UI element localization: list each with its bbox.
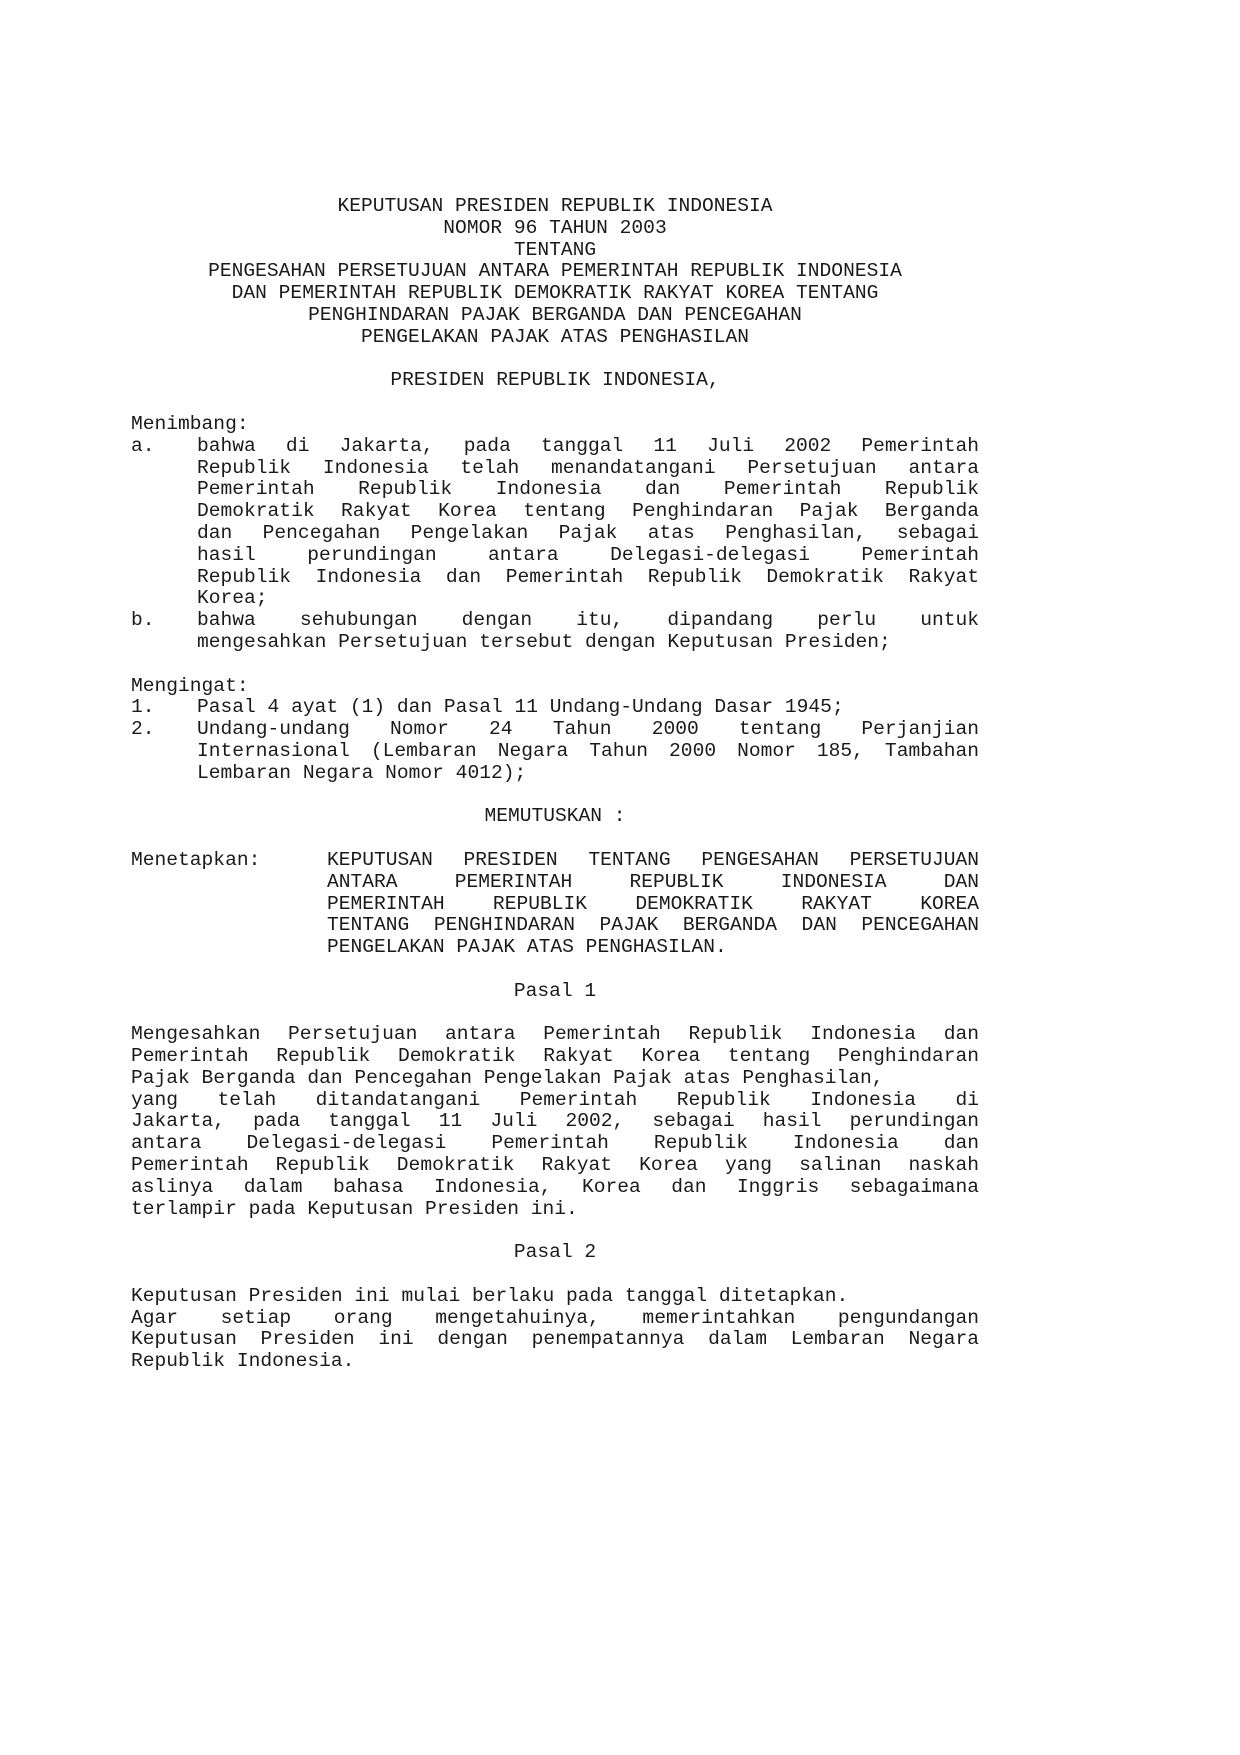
menimbang-section	[131, 414, 979, 654]
item-text-line: mengesahkan Persetujuan tersebut dengan Keputusan Presiden;	[197, 630, 891, 653]
item-text-line: Republik Indonesia telah menandatangani Persetujuan antara	[197, 457, 979, 479]
item-text-line: Pemerintah Republik Indonesia dan Pemerintah Republik	[197, 479, 979, 501]
item-text-line: Internasional (Lembaran Negara Tahun 2000 Nomor 185, Tambahan	[197, 740, 979, 762]
subject-line: PENGELAKAN PAJAK ATAS PENGHASILAN	[360, 325, 750, 348]
pasal-text-line: antara Delegasi-delegasi Pemerintah Republik Indonesia dan	[131, 1133, 979, 1155]
subject-line: DAN PEMERINTAH REPUBLIK DEMOKRATIK RAKYAT KOREA TENTANG	[231, 282, 879, 305]
document-page	[131, 196, 979, 1373]
item-marker: 1.	[131, 696, 155, 719]
mengingat-item	[131, 697, 979, 719]
pasal-text-line: terlampir pada Keputusan Presiden ini.	[131, 1197, 578, 1220]
pasal-2-heading: Pasal 2	[513, 1241, 597, 1264]
item-text-line: dan Pencegahan Pengelakan Pajak atas Penghasilan, sebagai	[197, 522, 979, 544]
item-text-line: Republik Indonesia dan Pemerintah Republik Demokratik Rakyat	[197, 566, 979, 588]
item-text-line: Undang-undang Nomor 24 Tahun 2000 tentang Perjanjian	[197, 719, 979, 741]
item-text-line: Pasal 4 ayat (1) dan Pasal 11 Undang-Undang Dasar 1945;	[197, 696, 844, 719]
item-text-line: bahwa di Jakarta, pada tanggal 11 Juli 2002 Pemerintah	[197, 435, 979, 457]
pasal-text-line: Keputusan Presiden ini mulai berlaku pada tanggal ditetapkan.	[131, 1284, 849, 1307]
memutuskan-heading: MEMUTUSKAN :	[484, 805, 626, 828]
pasal-1-heading: Pasal 1	[513, 979, 597, 1002]
menetapkan-text-line: PENGELAKAN PAJAK ATAS PENGHASILAN.	[327, 936, 727, 959]
pasal-1-body	[131, 1024, 979, 1220]
title-line: KEPUTUSAN PRESIDEN REPUBLIK INDONESIA	[337, 195, 773, 217]
pasal-text-line: Keputusan Presiden ini dengan penempatannya dalam Lembaran Negara	[131, 1329, 979, 1351]
pasal-text-line: Pajak Berganda dan Pencegahan Pengelakan Pajak atas Penghasilan,	[131, 1066, 884, 1089]
item-marker: 2.	[131, 718, 155, 741]
menetapkan-section	[131, 850, 979, 959]
pasal-text-line: Agar setiap orang mengetahuinya, memerintahkan pengundangan	[131, 1307, 979, 1329]
menetapkan-text-line: ANTARA PEMERINTAH REPUBLIK INDONESIA DAN	[327, 871, 979, 893]
menetapkan-text-line: PEMERINTAH REPUBLIK DEMOKRATIK RAKYAT KOREA	[327, 893, 979, 915]
menetapkan-text-line: TENTANG PENGHINDARAN PAJAK BERGANDA DAN PENCEGAHAN	[327, 915, 979, 937]
item-text-line: bahwa sehubungan dengan itu, dipandang perlu untuk	[197, 610, 979, 632]
menetapkan-label: Menetapkan:	[131, 848, 261, 871]
mengingat-section	[131, 676, 979, 785]
decree-number: NOMOR 96 TAHUN 2003	[443, 216, 667, 239]
menimbang-item	[131, 610, 979, 654]
document-title-block	[131, 196, 979, 349]
item-text-line: Korea;	[197, 587, 268, 610]
menimbang-item	[131, 436, 979, 610]
item-text-line: hasil perundingan antara Delegasi-delegasi Pemerintah	[197, 544, 979, 566]
mengingat-label: Mengingat:	[131, 674, 249, 697]
pasal-text-line: Pemerintah Republik Demokratik Rakyat Korea tentang Penghindaran	[131, 1046, 979, 1068]
pasal-text-line: Mengesahkan Persetujuan antara Pemerintah Republik Indonesia dan	[131, 1024, 979, 1046]
menimbang-label: Menimbang:	[131, 412, 249, 435]
item-marker: b.	[131, 609, 155, 632]
item-text-line: Lembaran Negara Nomor 4012);	[197, 761, 527, 784]
pasal-text-line: Pemerintah Republik Demokratik Rakyat Korea yang salinan naskah	[131, 1155, 979, 1177]
mengingat-item	[131, 719, 979, 784]
item-text-line: Demokratik Rakyat Korea tentang Penghindaran Pajak Berganda	[197, 501, 979, 523]
pasal-text-line: aslinya dalam bahasa Indonesia, Korea dan Inggris sebagaimana	[131, 1176, 979, 1198]
president-heading: PRESIDEN REPUBLIK INDONESIA,	[390, 369, 720, 392]
menetapkan-text-line: KEPUTUSAN PRESIDEN TENTANG PENGESAHAN PERSETUJUAN	[327, 849, 979, 871]
pasal-text-line: Republik Indonesia.	[131, 1350, 355, 1373]
pasal-text-line: yang telah ditandatangani Pemerintah Republik Indonesia di	[131, 1089, 979, 1111]
subject-line: PENGESAHAN PERSETUJUAN ANTARA PEMERINTAH REPUBLIK INDONESIA	[208, 260, 902, 283]
title-line: TENTANG	[513, 238, 597, 261]
pasal-2-body	[131, 1286, 979, 1373]
pasal-text-line: Jakarta, pada tanggal 11 Juli 2002, sebagai hasil perundingan	[131, 1111, 979, 1133]
subject-line: PENGHINDARAN PAJAK BERGANDA DAN PENCEGAHAN	[308, 303, 802, 326]
item-marker: a.	[131, 434, 155, 457]
